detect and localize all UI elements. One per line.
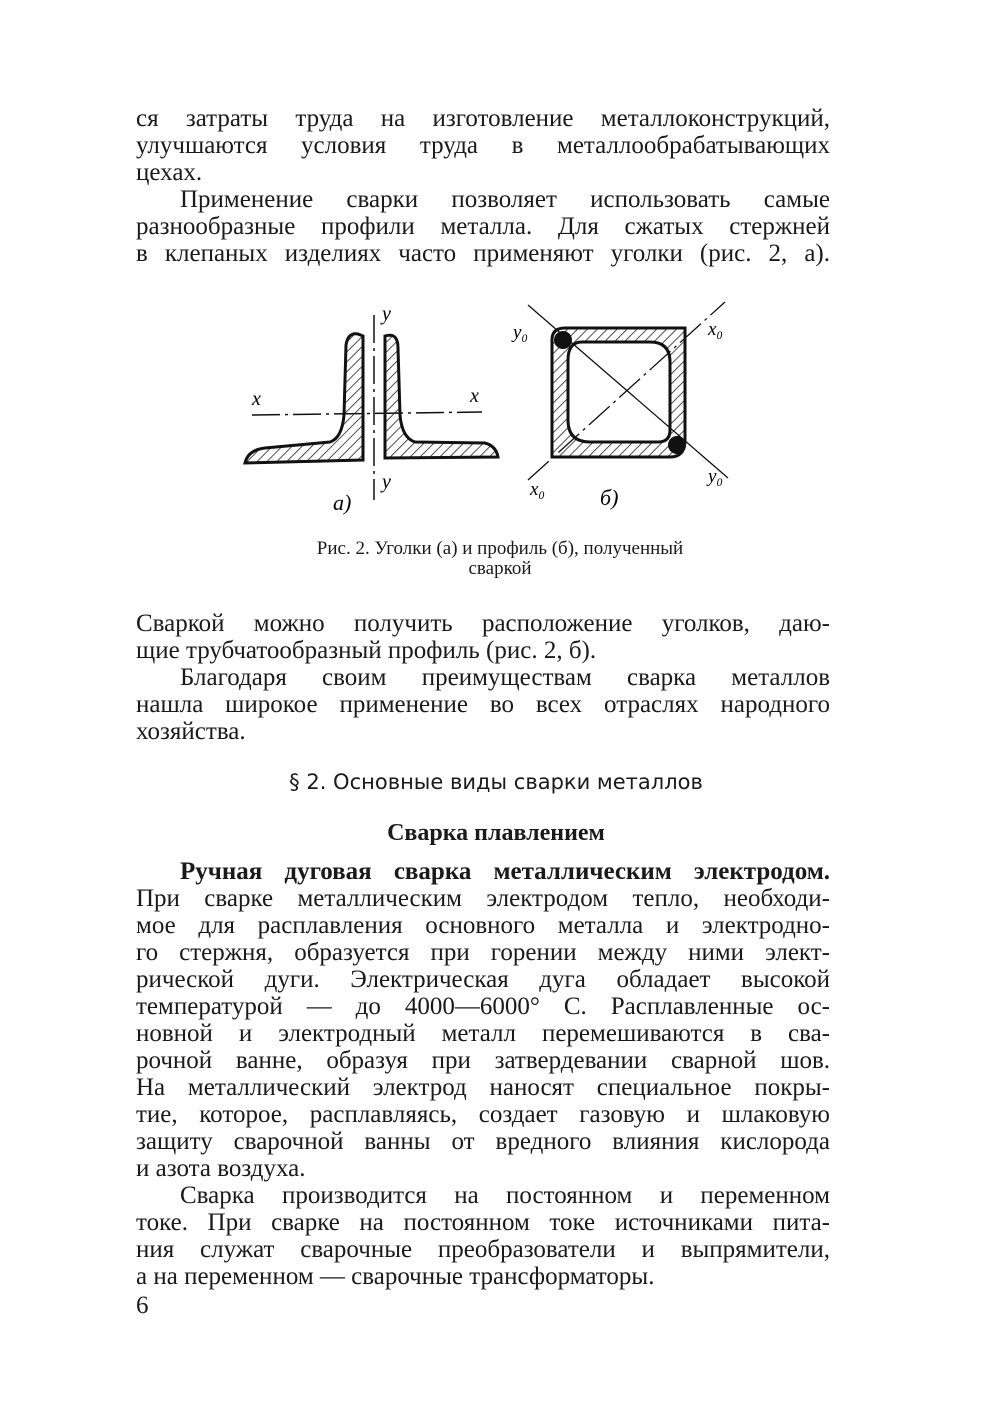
figure-caption: Рис. 2. Уголки (а) и профиль (б), полученный (316, 538, 684, 559)
text-line: Сварка производится на постоянном и переменном (180, 1182, 830, 1209)
text-line: го стержня, образуется при горении между ними элект- (136, 939, 830, 966)
section-heading: § 2. Основные виды сварки металлов (289, 770, 703, 794)
text-line: Сваркой можно получить расположение уголков, даю- (136, 610, 830, 637)
text-line: тие, которое, расплавляясь, создает газовую и шлаковую (136, 1101, 830, 1128)
text-line: нашла широкое применение во всех отраслях народного (136, 691, 830, 718)
text-line: рической дуги. Электрическая дуга обладает высокой (136, 966, 830, 993)
figure-caption-cont: сваркой (468, 558, 532, 579)
axis-y0-top-label: y₀ (513, 322, 529, 343)
text-line: Благодаря своим преимуществам сварка металлов (180, 664, 830, 691)
text-line: улучшаются условия труда в металлообрабатывающих (136, 132, 830, 159)
text-line: защиту сварочной ванны от вредного влияния кислорода (136, 1128, 830, 1155)
tube-profile-shape (552, 328, 686, 457)
axis-y0-bottom-label: y₀ (708, 466, 724, 487)
panel-a-label: а) (333, 490, 352, 515)
text-line: ся затраты труда на изготовление металлоконструкций, (136, 105, 830, 132)
text-line: рочной ванне, образуя при затвердевании сварной шов. (136, 1047, 830, 1074)
run-in-heading: Ручная дуговая сварка металлическим электродом. (180, 858, 830, 885)
text-line: щие трубчатообразный профиль (рис. 2, б). (136, 637, 597, 664)
text-line: цехах. (136, 159, 203, 186)
panel-b-label: б) (600, 485, 619, 510)
text-line: Применение сварки позволяет использовать самые (180, 186, 830, 213)
text-line: и азота воздуха. (136, 1155, 306, 1182)
page-number: 6 (136, 1292, 149, 1319)
subsection-heading: Сварка плавлением (387, 820, 605, 846)
axis-x-left-label: x (252, 388, 261, 410)
text-line: новной и электродный металл перемешиваются в сва- (136, 1020, 830, 1047)
figure-angles-diagram (230, 290, 770, 530)
text-line: токе. При сварке на постоянном токе источниками пита- (136, 1209, 830, 1236)
axis-x0-bottom-label: x₀ (530, 479, 546, 500)
text-line: На металлический электрод наносят специальное покры- (136, 1074, 830, 1101)
text-line: ния служат сварочные преобразователи и выпрямители, (136, 1236, 830, 1263)
axis-x0-top-label: x₀ (708, 319, 724, 340)
text-line: в клепаных изделиях часто применяют уголки (рис. 2, а). (136, 240, 830, 267)
text-line: мое для расплавления основного металла и электродно- (136, 912, 830, 939)
axis-y-top-label: y (382, 303, 391, 325)
axis-y-bottom-label: y (382, 471, 391, 493)
angle-left-shape (245, 334, 363, 463)
axis-x-right-label: x (470, 385, 479, 407)
text-line: При сварке металлическим электродом тепло, необходи- (136, 885, 830, 912)
text-line: хозяйства. (136, 718, 246, 745)
text-line: разнообразные профили металла. Для сжатых стержней (136, 213, 830, 240)
text-line: а на переменном — сварочные трансформаторы. (136, 1263, 655, 1290)
angle-right-shape (385, 335, 498, 458)
text-line: температурой — до 4000—6000° С. Расплавленные ос- (136, 993, 830, 1020)
